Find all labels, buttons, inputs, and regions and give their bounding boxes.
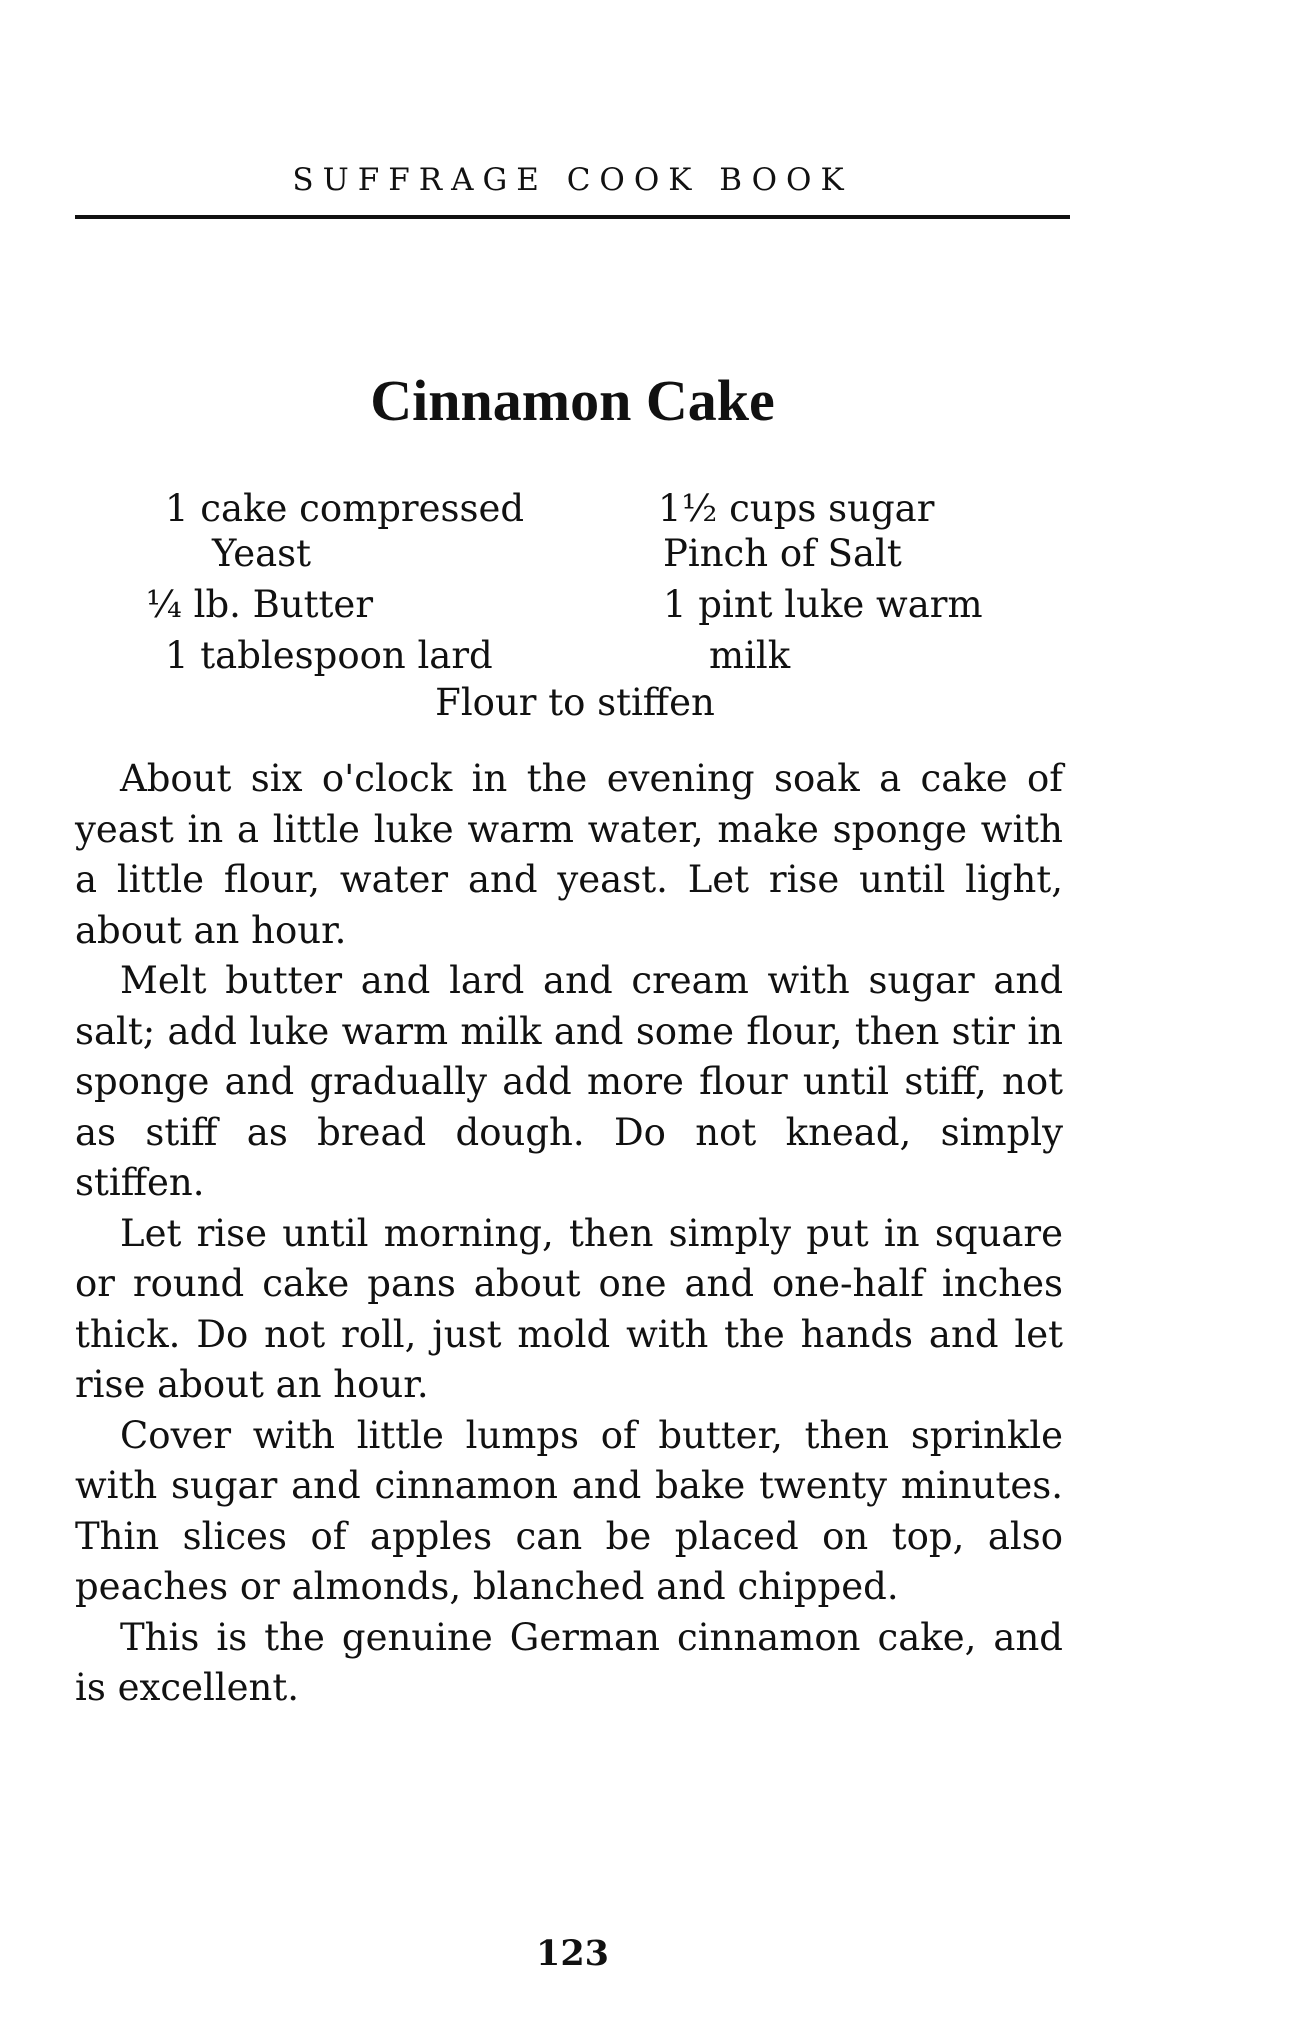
direction-paragraph-5: This is the genuine German cinnamon cake, and is excellent. bbox=[75, 1615, 1063, 1709]
ingredient-left-3: ¼ lb. Butter bbox=[146, 583, 374, 626]
header-rule bbox=[75, 215, 1070, 219]
page-number: 123 bbox=[535, 1933, 610, 1974]
direction-paragraph-1: About six o'clock in the evening soak a cake of yeast in a little luke warm water, make sponge with a little flour, water and yeast. Let rise until light, about an hour. bbox=[75, 757, 1063, 952]
direction-paragraph-2: Melt butter and lard and cream with sugar and salt; add luke warm milk and some flour, then stir in sponge and gradually add more flour until stiff, not as stiff as bread dough. Do not knead, simply stiffen. bbox=[75, 959, 1063, 1204]
ingredient-right-1: 1½ cups sugar bbox=[658, 487, 935, 530]
recipe-title: Cinnamon Cake bbox=[370, 368, 775, 433]
running-head: SUFFRAGE COOK BOOK bbox=[292, 162, 853, 198]
ingredient-left-1: 1 cake compressed bbox=[165, 487, 525, 530]
ingredient-center: Flour to stiffen bbox=[435, 681, 715, 724]
direction-paragraph-3: Let rise until morning, then simply put in square or round cake pans about one and one-half inches thick. Do not roll, just mold with the hands and let rise about an hour. bbox=[75, 1211, 1063, 1406]
ingredient-left-2: Yeast bbox=[212, 532, 312, 575]
ingredient-right-3: 1 pint luke warm bbox=[663, 583, 983, 626]
ingredient-right-4: milk bbox=[709, 634, 791, 677]
direction-paragraph-4: Cover with little lumps of butter, then sprinkle with sugar and cinnamon and bake twenty minutes. Thin slices of apples can be placed on top, also peaches or almonds, blanched and chipped. bbox=[75, 1413, 1063, 1608]
ingredient-left-4: 1 tablespoon lard bbox=[165, 634, 493, 677]
ingredient-right-2: Pinch of Salt bbox=[663, 532, 902, 575]
recipe-directions bbox=[75, 754, 1063, 1714]
